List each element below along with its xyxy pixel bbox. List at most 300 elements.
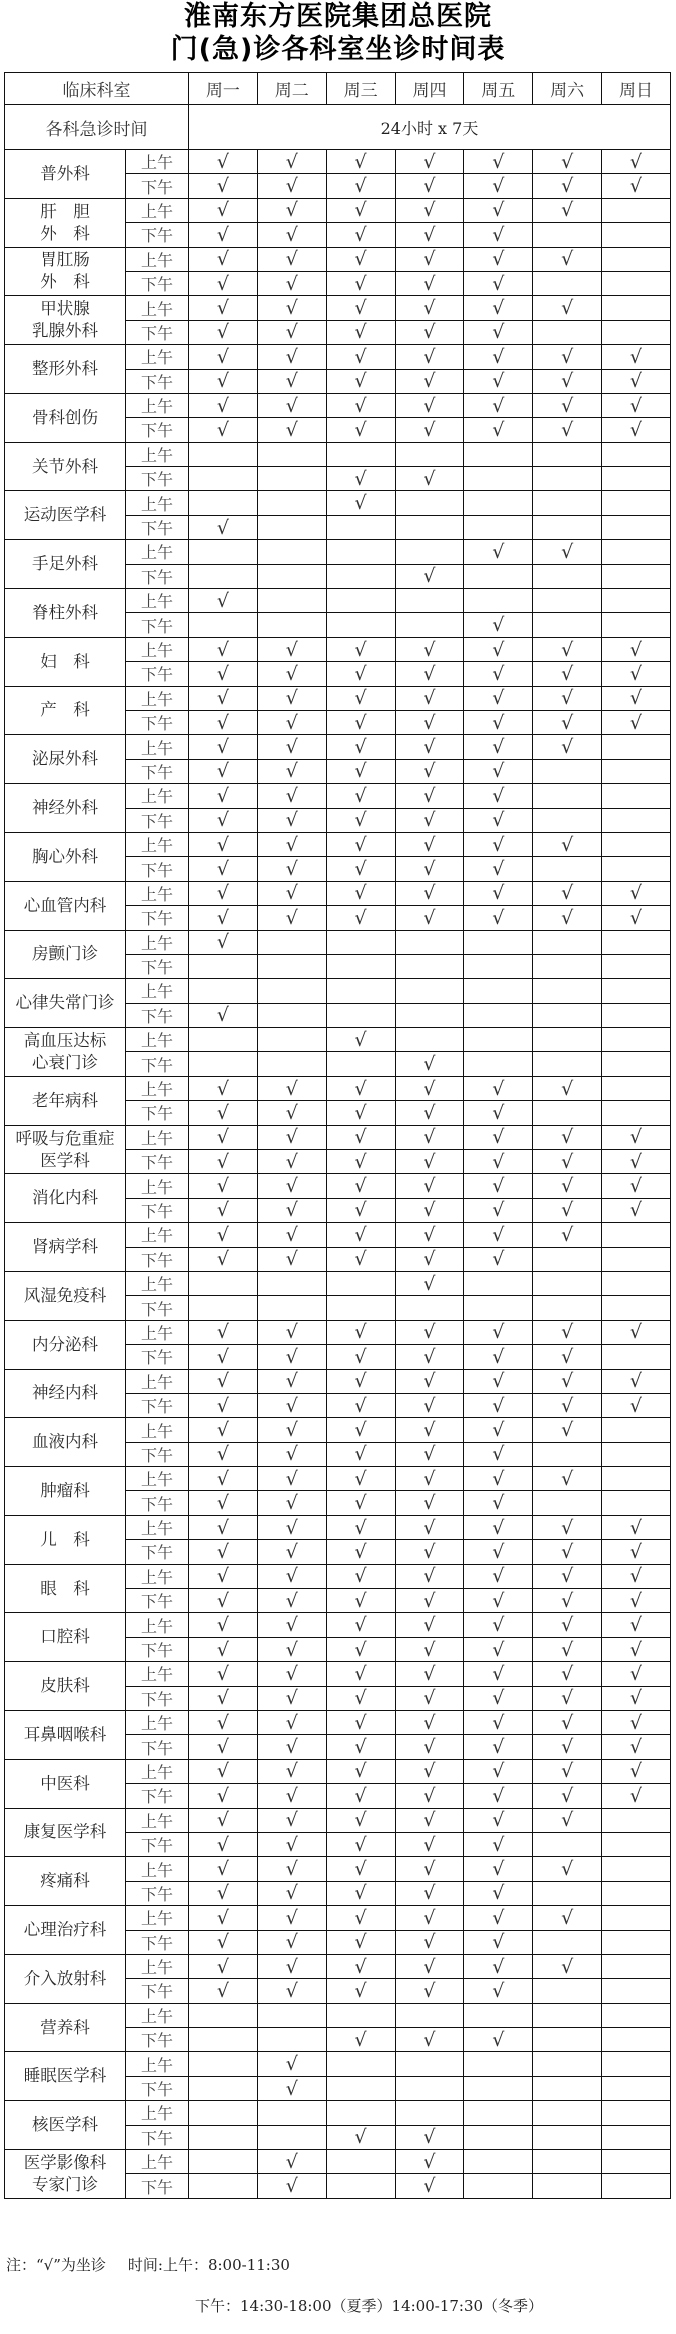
check-mark-icon: √ [533, 393, 602, 417]
check-mark-icon: √ [395, 1735, 464, 1759]
check-mark-icon: √ [464, 1125, 533, 1149]
department-name [5, 2052, 126, 2101]
slot-sun-pm [602, 1491, 671, 1515]
check-mark-icon: √ [326, 198, 395, 222]
department-row-am [5, 1759, 671, 1783]
department-row-am [5, 1808, 671, 1832]
slot-mon-pm [189, 613, 258, 637]
check-mark-icon: √ [257, 150, 326, 174]
check-mark-icon: √ [257, 1125, 326, 1149]
department-row-am [5, 2150, 671, 2174]
check-mark-icon: √ [326, 1028, 395, 1052]
slot-fri-pm [464, 2174, 533, 2198]
check-mark-icon: √ [257, 2174, 326, 2198]
check-mark-icon: √ [395, 1198, 464, 1222]
check-mark-icon: √ [395, 1223, 464, 1247]
slot-sat-am [533, 589, 602, 613]
period-am: 上午 [126, 442, 189, 466]
check-mark-icon: √ [395, 857, 464, 881]
slot-mon-pm [189, 2076, 258, 2100]
check-mark-icon: √ [395, 223, 464, 247]
check-mark-icon: √ [257, 1711, 326, 1735]
slot-sat-pm [533, 1247, 602, 1271]
check-mark-icon: √ [464, 1589, 533, 1613]
day-header-sat: 周六 [533, 73, 602, 105]
slot-tue-pm [257, 2125, 326, 2149]
slot-sun-pm [602, 1247, 671, 1271]
check-mark-icon: √ [533, 662, 602, 686]
check-mark-icon: √ [395, 1540, 464, 1564]
period-am: 上午 [126, 1613, 189, 1637]
slot-thu-am [395, 2101, 464, 2125]
check-mark-icon: √ [326, 906, 395, 930]
check-mark-icon: √ [464, 1393, 533, 1417]
department-row-am [5, 930, 671, 954]
check-mark-icon: √ [464, 906, 533, 930]
department-name [5, 442, 126, 491]
check-mark-icon: √ [257, 832, 326, 856]
check-mark-icon: √ [189, 1930, 258, 1954]
department-name [5, 2101, 126, 2150]
check-mark-icon: √ [257, 662, 326, 686]
check-mark-icon: √ [533, 1857, 602, 1881]
check-mark-icon: √ [326, 881, 395, 905]
check-mark-icon: √ [464, 1979, 533, 2003]
check-mark-icon: √ [395, 271, 464, 295]
slot-tue-am [257, 491, 326, 515]
slot-sun-am [602, 2150, 671, 2174]
department-name [5, 1564, 126, 1613]
check-mark-icon: √ [533, 174, 602, 198]
department-row-am [5, 1857, 671, 1881]
check-mark-icon: √ [395, 2028, 464, 2052]
department-row-am [5, 296, 671, 320]
department-name-line: 高血压达标 [23, 1030, 107, 1050]
check-mark-icon: √ [533, 1759, 602, 1783]
slot-sun-pm [602, 223, 671, 247]
slot-mon-am [189, 491, 258, 515]
slot-tue-pm [257, 954, 326, 978]
check-mark-icon: √ [533, 1906, 602, 1930]
check-mark-icon: √ [257, 1784, 326, 1808]
department-name [5, 1418, 126, 1467]
check-mark-icon: √ [257, 174, 326, 198]
department-name-line: 心律失常门诊 [15, 993, 115, 1013]
check-mark-icon: √ [257, 1247, 326, 1271]
slot-sun-pm [602, 2028, 671, 2052]
check-mark-icon: √ [257, 1150, 326, 1174]
department-row-am [5, 1711, 671, 1735]
check-mark-icon: √ [257, 881, 326, 905]
check-mark-icon: √ [326, 735, 395, 759]
slot-sat-pm [533, 1052, 602, 1076]
period-am: 上午 [126, 1515, 189, 1539]
period-am: 上午 [126, 735, 189, 759]
period-pm: 下午 [126, 1589, 189, 1613]
check-mark-icon: √ [326, 857, 395, 881]
slot-wed-pm [326, 1003, 395, 1027]
check-mark-icon: √ [257, 1954, 326, 1978]
check-mark-icon: √ [257, 1930, 326, 1954]
check-mark-icon: √ [395, 1418, 464, 1442]
slot-sat-pm [533, 2028, 602, 2052]
period-pm: 下午 [126, 954, 189, 978]
department-name-line: 呼吸与危重症 [15, 1128, 115, 1148]
period-pm: 下午 [126, 1881, 189, 1905]
period-am: 上午 [126, 1028, 189, 1052]
check-mark-icon: √ [189, 930, 258, 954]
period-pm: 下午 [126, 759, 189, 783]
department-name [5, 540, 126, 589]
check-mark-icon: √ [257, 198, 326, 222]
legend-note: 注：“√”为坐诊 [6, 2256, 106, 2274]
check-mark-icon: √ [189, 1515, 258, 1539]
department-name-line: 消化内科 [32, 1188, 98, 1208]
check-mark-icon: √ [326, 1150, 395, 1174]
check-mark-icon: √ [326, 1784, 395, 1808]
check-mark-icon: √ [602, 369, 671, 393]
check-mark-icon: √ [326, 271, 395, 295]
slot-sun-am [602, 296, 671, 320]
check-mark-icon: √ [189, 1711, 258, 1735]
period-pm: 下午 [126, 1735, 189, 1759]
check-mark-icon: √ [395, 564, 464, 588]
check-mark-icon: √ [326, 1589, 395, 1613]
slot-sun-pm [602, 320, 671, 344]
check-mark-icon: √ [464, 1247, 533, 1271]
department-name [5, 393, 126, 442]
slot-sun-am [602, 1906, 671, 1930]
check-mark-icon: √ [395, 2125, 464, 2149]
department-name-line: 心理治疗科 [23, 1920, 107, 1940]
check-mark-icon: √ [395, 467, 464, 491]
check-mark-icon: √ [257, 1198, 326, 1222]
department-name-line: 核医学科 [32, 2115, 98, 2135]
slot-sat-pm [533, 954, 602, 978]
check-mark-icon: √ [326, 1101, 395, 1125]
check-mark-icon: √ [395, 320, 464, 344]
check-mark-icon: √ [602, 637, 671, 661]
check-mark-icon: √ [189, 1418, 258, 1442]
slot-sat-pm [533, 759, 602, 783]
department-name [5, 1759, 126, 1808]
period-pm: 下午 [126, 369, 189, 393]
department-row-am [5, 686, 671, 710]
department-name [5, 296, 126, 345]
check-mark-icon: √ [533, 1198, 602, 1222]
department-name-line: 关节外科 [32, 456, 98, 476]
slot-sun-am [602, 2052, 671, 2076]
period-am: 上午 [126, 832, 189, 856]
check-mark-icon: √ [395, 1564, 464, 1588]
check-mark-icon: √ [189, 247, 258, 271]
check-mark-icon: √ [189, 1150, 258, 1174]
check-mark-icon: √ [464, 1223, 533, 1247]
period-pm: 下午 [126, 1540, 189, 1564]
check-mark-icon: √ [533, 198, 602, 222]
slot-mon-am [189, 1271, 258, 1295]
check-mark-icon: √ [326, 1369, 395, 1393]
slot-sun-am [602, 2101, 671, 2125]
slot-thu-pm [395, 515, 464, 539]
check-mark-icon: √ [602, 150, 671, 174]
check-mark-icon: √ [257, 393, 326, 417]
check-mark-icon: √ [395, 1930, 464, 1954]
check-mark-icon: √ [257, 1589, 326, 1613]
check-mark-icon: √ [533, 832, 602, 856]
check-mark-icon: √ [464, 1345, 533, 1369]
check-mark-icon: √ [189, 418, 258, 442]
slot-tue-pm [257, 613, 326, 637]
department-name-line: 运动医学科 [23, 505, 107, 525]
check-mark-icon: √ [464, 637, 533, 661]
slot-mon-am [189, 1028, 258, 1052]
check-mark-icon: √ [464, 1954, 533, 1978]
period-pm: 下午 [126, 320, 189, 344]
check-mark-icon: √ [602, 1515, 671, 1539]
slot-mon-pm [189, 564, 258, 588]
check-mark-icon: √ [189, 1735, 258, 1759]
period-pm: 下午 [126, 1832, 189, 1856]
check-mark-icon: √ [257, 1467, 326, 1491]
department-name-line: 脊柱外科 [32, 602, 98, 622]
department-row-am [5, 832, 671, 856]
check-mark-icon: √ [533, 1418, 602, 1442]
check-mark-icon: √ [257, 735, 326, 759]
check-mark-icon: √ [189, 1198, 258, 1222]
slot-wed-am [326, 442, 395, 466]
check-mark-icon: √ [602, 1637, 671, 1661]
check-mark-icon: √ [326, 1954, 395, 1978]
check-mark-icon: √ [464, 393, 533, 417]
slot-sun-am [602, 979, 671, 1003]
period-am: 上午 [126, 1223, 189, 1247]
check-mark-icon: √ [602, 906, 671, 930]
check-mark-icon: √ [464, 1613, 533, 1637]
check-mark-icon: √ [257, 1101, 326, 1125]
slot-sat-pm [533, 1881, 602, 1905]
slot-sat-am [533, 1028, 602, 1052]
check-mark-icon: √ [189, 1540, 258, 1564]
period-am: 上午 [126, 1906, 189, 1930]
department-name [5, 1857, 126, 1906]
check-mark-icon: √ [395, 2150, 464, 2174]
check-mark-icon: √ [326, 1857, 395, 1881]
check-mark-icon: √ [395, 1613, 464, 1637]
check-mark-icon: √ [257, 1613, 326, 1637]
check-mark-icon: √ [326, 710, 395, 734]
check-mark-icon: √ [395, 393, 464, 417]
check-mark-icon: √ [326, 296, 395, 320]
check-mark-icon: √ [533, 418, 602, 442]
check-mark-icon: √ [533, 150, 602, 174]
slot-mon-pm [189, 1296, 258, 1320]
period-am: 上午 [126, 1174, 189, 1198]
check-mark-icon: √ [602, 881, 671, 905]
department-row-am [5, 1320, 671, 1344]
slot-tue-am [257, 979, 326, 1003]
slot-sun-pm [602, 2076, 671, 2100]
slot-fri-am [464, 930, 533, 954]
check-mark-icon: √ [464, 1784, 533, 1808]
check-mark-icon: √ [602, 1613, 671, 1637]
department-name-line: 康复医学科 [23, 1822, 107, 1842]
check-mark-icon: √ [326, 1662, 395, 1686]
slot-sun-am [602, 442, 671, 466]
slot-mon-pm [189, 1052, 258, 1076]
header-row [5, 73, 671, 105]
check-mark-icon: √ [395, 247, 464, 271]
slot-sat-am [533, 930, 602, 954]
check-mark-icon: √ [464, 1491, 533, 1515]
department-row-am [5, 1223, 671, 1247]
slot-sun-am [602, 198, 671, 222]
department-name [5, 1320, 126, 1369]
department-name-line: 泌尿外科 [32, 749, 98, 769]
check-mark-icon: √ [189, 1979, 258, 2003]
slot-fri-pm [464, 2076, 533, 2100]
department-name [5, 1711, 126, 1760]
check-mark-icon: √ [602, 1174, 671, 1198]
check-mark-icon: √ [257, 1393, 326, 1417]
slot-sun-am [602, 1271, 671, 1295]
check-mark-icon: √ [464, 613, 533, 637]
slot-mon-am [189, 540, 258, 564]
check-mark-icon: √ [189, 1613, 258, 1637]
check-mark-icon: √ [395, 662, 464, 686]
slot-sun-am [602, 1418, 671, 1442]
check-mark-icon: √ [326, 1174, 395, 1198]
check-mark-icon: √ [326, 1540, 395, 1564]
slot-sun-am [602, 784, 671, 808]
slot-sat-am [533, 784, 602, 808]
period-am: 上午 [126, 247, 189, 271]
check-mark-icon: √ [533, 1223, 602, 1247]
department-name-line: 神经外科 [32, 798, 98, 818]
department-name [5, 247, 126, 296]
check-mark-icon: √ [257, 1174, 326, 1198]
check-mark-icon: √ [189, 881, 258, 905]
check-mark-icon: √ [257, 1442, 326, 1466]
period-am: 上午 [126, 1954, 189, 1978]
check-mark-icon: √ [602, 1150, 671, 1174]
period-am: 上午 [126, 1467, 189, 1491]
period-am: 上午 [126, 784, 189, 808]
check-mark-icon: √ [602, 393, 671, 417]
department-row-am [5, 150, 671, 174]
department-name-line: 心衰门诊 [32, 1052, 98, 1072]
check-mark-icon: √ [533, 1515, 602, 1539]
slot-sat-am [533, 2150, 602, 2174]
department-row-am [5, 2101, 671, 2125]
check-mark-icon: √ [189, 369, 258, 393]
slot-sat-pm [533, 2076, 602, 2100]
check-mark-icon: √ [464, 1076, 533, 1100]
check-mark-icon: √ [464, 1174, 533, 1198]
check-mark-icon: √ [257, 2150, 326, 2174]
check-mark-icon: √ [326, 1711, 395, 1735]
slot-sat-am [533, 2003, 602, 2027]
slot-tue-pm [257, 1003, 326, 1027]
check-mark-icon: √ [395, 1125, 464, 1149]
department-name-line: 整形外科 [32, 359, 98, 379]
check-mark-icon: √ [189, 857, 258, 881]
check-mark-icon: √ [395, 1979, 464, 2003]
check-mark-icon: √ [326, 1735, 395, 1759]
check-mark-icon: √ [189, 1223, 258, 1247]
slot-thu-am [395, 589, 464, 613]
slot-sun-am [602, 1467, 671, 1491]
period-am: 上午 [126, 393, 189, 417]
period-pm: 下午 [126, 1930, 189, 1954]
check-mark-icon: √ [464, 418, 533, 442]
check-mark-icon: √ [464, 540, 533, 564]
check-mark-icon: √ [533, 1613, 602, 1637]
check-mark-icon: √ [533, 1735, 602, 1759]
check-mark-icon: √ [464, 296, 533, 320]
slot-fri-pm [464, 467, 533, 491]
slot-sun-am [602, 1954, 671, 1978]
slot-wed-am [326, 2101, 395, 2125]
check-mark-icon: √ [189, 1491, 258, 1515]
slot-sun-am [602, 247, 671, 271]
period-am: 上午 [126, 930, 189, 954]
check-mark-icon: √ [464, 1686, 533, 1710]
slot-wed-pm [326, 515, 395, 539]
check-mark-icon: √ [533, 1174, 602, 1198]
check-mark-icon: √ [533, 369, 602, 393]
slot-mon-am [189, 442, 258, 466]
check-mark-icon: √ [395, 710, 464, 734]
check-mark-icon: √ [326, 320, 395, 344]
check-mark-icon: √ [395, 150, 464, 174]
slot-tue-am [257, 589, 326, 613]
check-mark-icon: √ [602, 710, 671, 734]
check-mark-icon: √ [464, 174, 533, 198]
check-mark-icon: √ [464, 662, 533, 686]
check-mark-icon: √ [257, 1759, 326, 1783]
slot-sun-pm [602, 1442, 671, 1466]
slot-sun-pm [602, 1101, 671, 1125]
department-name [5, 1515, 126, 1564]
department-name-line: 外 科 [40, 272, 90, 292]
check-mark-icon: √ [395, 1369, 464, 1393]
check-mark-icon: √ [464, 1930, 533, 1954]
slot-thu-am [395, 442, 464, 466]
department-row-am [5, 784, 671, 808]
department-name [5, 1369, 126, 1418]
check-mark-icon: √ [189, 1784, 258, 1808]
period-pm: 下午 [126, 1979, 189, 2003]
slot-sat-pm [533, 467, 602, 491]
department-name-line: 医学科 [40, 1150, 90, 1170]
slot-sun-pm [602, 808, 671, 832]
check-mark-icon: √ [326, 832, 395, 856]
department-name [5, 589, 126, 638]
slot-fri-am [464, 2150, 533, 2174]
department-row-am [5, 2003, 671, 2027]
check-mark-icon: √ [326, 1759, 395, 1783]
check-mark-icon: √ [395, 1881, 464, 1905]
check-mark-icon: √ [189, 686, 258, 710]
slot-fri-am [464, 979, 533, 1003]
slot-sat-pm [533, 1930, 602, 1954]
check-mark-icon: √ [189, 637, 258, 661]
period-pm: 下午 [126, 1247, 189, 1271]
department-row-am [5, 198, 671, 222]
period-am: 上午 [126, 589, 189, 613]
department-name [5, 150, 126, 199]
